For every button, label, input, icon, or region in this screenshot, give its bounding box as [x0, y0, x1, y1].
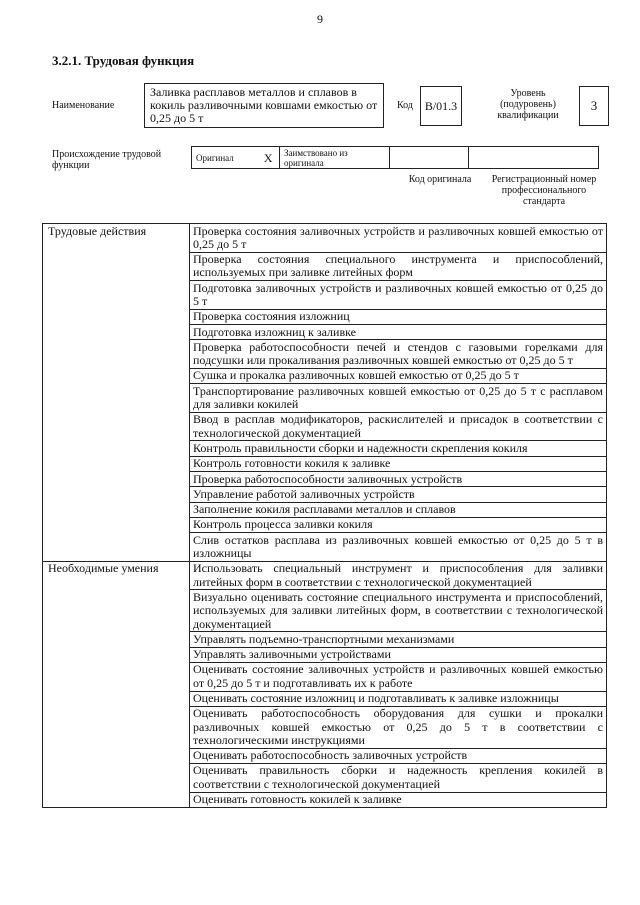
table-item-cell: Контроль правильности сборки и надежности скрепления кокиля	[190, 441, 607, 456]
table-item-cell: Сушка и прокалка разливочных ковшей емкостью от 0,25 до 5 т	[190, 368, 607, 383]
section-title-cell: Трудовые действия	[43, 224, 190, 562]
table-row	[43, 561, 607, 590]
code-caption: Код оригинала	[408, 174, 472, 185]
table-item-cell: Управление работой заливочных устройств	[190, 487, 607, 502]
table-item-cell: Подготовка изложниц к заливке	[190, 325, 607, 340]
function-name-value: Заливка расплавов металлов и сплавов в кокиль разливочными ковшами емкостью от 0,25 до 5 т	[144, 83, 384, 128]
registration-caption: Регистрационный номер профессионального стандарта	[491, 174, 597, 207]
section-title: 3.2.1. Трудовая функция	[52, 53, 195, 68]
page-number: 9	[317, 12, 323, 26]
origin-table	[191, 146, 599, 169]
table-item-cell: Визуально оценивать состояние специального инструмента и приспособлений, используемых для заливки литейных форм, в соответствии с технологической документацией	[190, 590, 607, 632]
registration-number-cell	[469, 147, 599, 169]
table-item-cell: Проверка работоспособности печей и стендов с газовыми горелками для подсушки или прокаливания разливочных ковшей емкостью от 0,25 до 5 т	[190, 340, 607, 369]
name-label: Наименование	[52, 100, 115, 111]
table-item-cell: Оценивать правильность сборки и надежность крепления кокилей в соответствии с технологической документацией	[190, 763, 607, 792]
table-item-cell: Управлять заливочными устройствами	[190, 647, 607, 662]
table-item-cell: Транспортирование разливочных ковшей емкостью от 0,25 до 5 т с расплавом для заливки кокилей	[190, 384, 607, 413]
table-row	[43, 224, 607, 253]
table-item-cell: Проверка работоспособности заливочных устройств	[190, 472, 607, 487]
function-code-value: B/01.3	[420, 86, 462, 126]
original-code-cell	[390, 147, 469, 169]
original-label: Оригинал	[192, 147, 258, 169]
table-item-cell: Использовать специальный инструмент и приспособления для заливки литейных форм в соответствии с технологической документацией	[190, 561, 607, 590]
table-item-cell: Оценивать состояние изложниц и подготавливать к заливке изложницы	[190, 691, 607, 706]
qualification-level-value: 3	[579, 86, 609, 126]
borrowed-label: Заимствовано из оригинала	[280, 147, 390, 169]
table-item-cell: Оценивать готовность кокилей к заливке	[190, 792, 607, 807]
table-item-cell: Контроль готовности кокиля к заливке	[190, 456, 607, 471]
original-mark: X	[258, 147, 280, 169]
table-item-cell: Контроль процесса заливки кокиля	[190, 517, 607, 532]
table-item-cell: Подготовка заливочных устройств и разливочных ковшей емкостью от 0,25 до 5 т	[190, 281, 607, 310]
section-title-cell: Необходимые умения	[43, 561, 190, 807]
code-label: Код	[397, 100, 413, 111]
table-item-cell: Проверка состояния специального инструмента и приспособлений, используемых при заливке литейных форм	[190, 252, 607, 281]
table-item-cell: Управлять подъемно-транспортными механизмами	[190, 632, 607, 647]
table-item-cell: Оценивать состояние заливочных устройств и разливочных ковшей емкостью от 0,25 до 5 т и подготавливать их к работе	[190, 662, 607, 691]
functions-table	[42, 223, 607, 808]
table-item-cell: Оценивать работоспособность заливочных устройств	[190, 748, 607, 763]
table-item-cell: Заполнение кокиля расплавами металлов и сплавов	[190, 502, 607, 517]
level-label: Уровень (подуровень) квалификации	[497, 88, 559, 121]
table-item-cell: Оценивать работоспособность оборудования для сушки и прокалки разливочных ковшей емкостью от 0,25 до 5 т в соответствии с технологическими инструкциями	[190, 706, 607, 748]
table-item-cell: Слив остатков расплава из разливочных ковшей емкостью от 0,25 до 5 т в изложницы	[190, 533, 607, 562]
table-item-cell: Проверка состояния заливочных устройств и разливочных ковшей емкостью от 0,25 до 5 т	[190, 224, 607, 253]
table-item-cell: Ввод в расплав модификаторов, раскислителей и присадок в соответствии с технологической документацией	[190, 412, 607, 441]
origin-label: Происхождение трудовой функции	[52, 149, 162, 171]
table-item-cell: Проверка состояния изложниц	[190, 309, 607, 324]
